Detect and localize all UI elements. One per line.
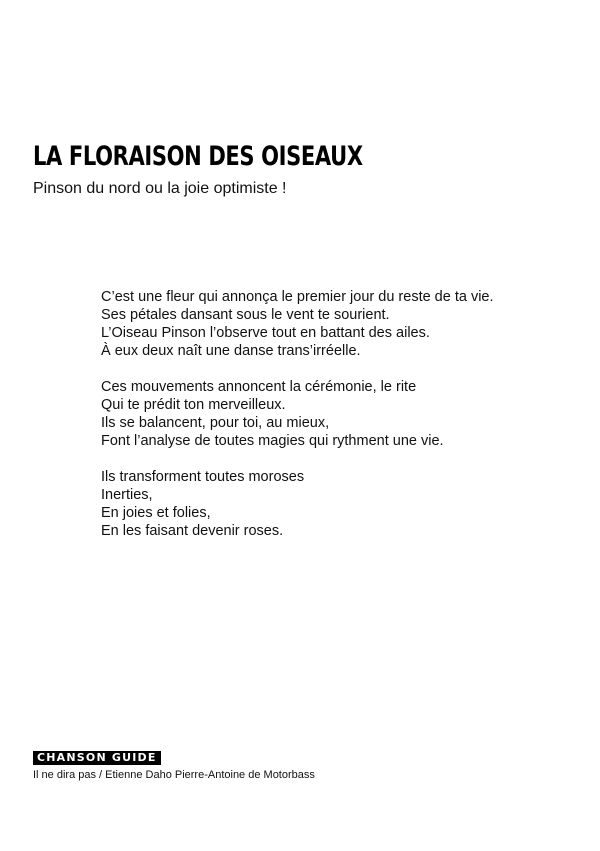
poem-line: Qui te prédit ton merveilleux. [101, 397, 286, 413]
poem-line: En joies et folies, [101, 505, 211, 521]
poem-line: À eux deux naît une danse trans’irréelle. [101, 343, 361, 359]
stanza-3 [101, 468, 571, 540]
stanza-1 [101, 288, 571, 360]
page-title: LA FLORAISON DES OISEAUX [33, 141, 363, 172]
stanza-2 [101, 378, 571, 450]
page-subtitle: Pinson du nord ou la joie optimiste ! [33, 180, 287, 197]
credit-label-badge: CHANSON GUIDE [33, 751, 161, 765]
poem-line: Ces mouvements annoncent la cérémonie, le rite [101, 379, 417, 395]
credit-text: Il ne dira pas / Etienne Daho Pierre-Antoine de Motorbass [33, 769, 315, 781]
poem-body [101, 288, 571, 558]
poem-line: Ils se balancent, pour toi, au mieux, [101, 415, 330, 431]
poem-line: Ses pétales dansant sous le vent te sourient. [101, 307, 390, 323]
poem-line: Ils transforment toutes moroses [101, 469, 305, 485]
poem-line: Inerties, [101, 487, 153, 503]
poem-line: C’est une fleur qui annonça le premier jour du reste de ta vie. [101, 289, 494, 305]
poem-line: En les faisant devenir roses. [101, 523, 284, 539]
poem-line: Font l’analyse de toutes magies qui rythment une vie. [101, 433, 444, 449]
poem-line: L’Oiseau Pinson l’observe tout en battant des ailes. [101, 325, 430, 341]
